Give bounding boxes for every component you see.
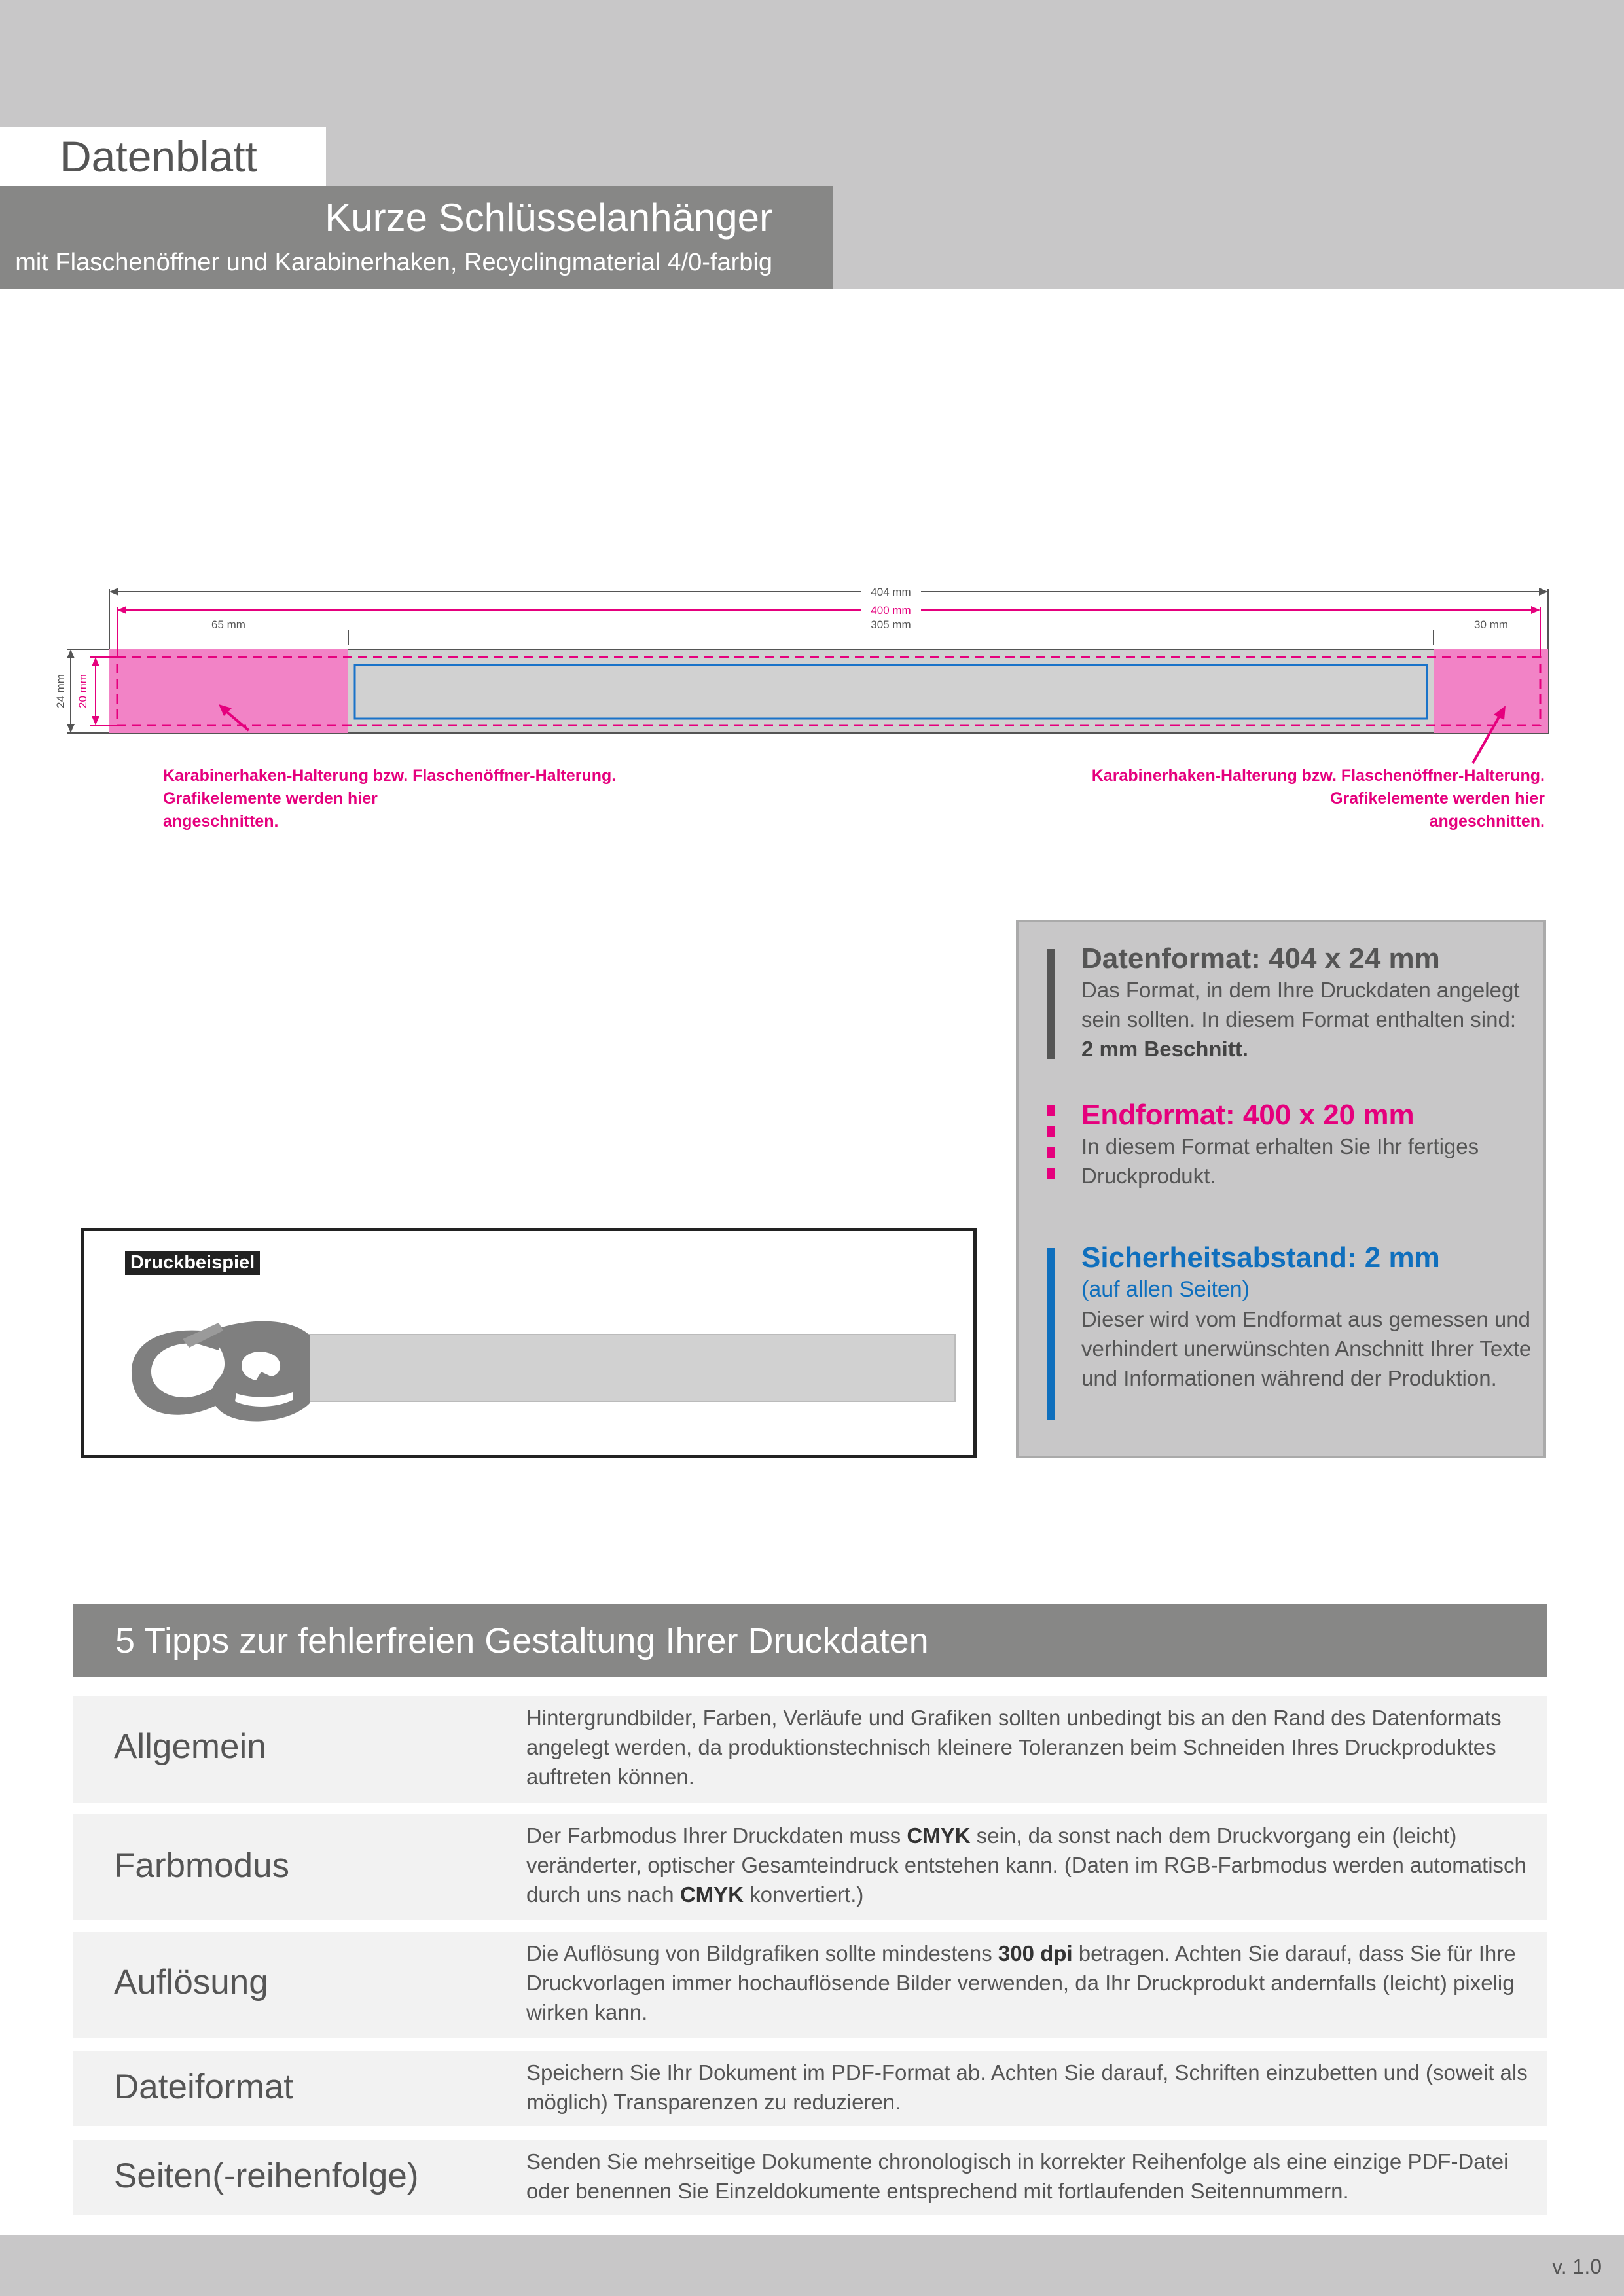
safety-margin-sub: (auf allen Seiten) xyxy=(1081,1277,1250,1302)
data-format-title: Datenformat: 404 x 24 mm xyxy=(1081,942,1440,975)
right-cut-zone xyxy=(1434,649,1548,733)
note-left-line-3: angeschnitten. xyxy=(163,812,279,831)
format-diagram xyxy=(0,569,1624,844)
tip-text-allgemein: Hintergrundbilder, Farben, Verläufe und Grafiken sollten unbedingt bis an den Rand des Datenformats angelegt werden, da produktionstechnisch kleinere Toleranzen beim Schneiden Ihres Druckproduktes auftreten können. xyxy=(526,1706,1502,1789)
note-left-line-1: Karabinerhaken-Halterung bzw. Flaschenöffner-Halterung. xyxy=(163,766,617,785)
dim-left-zone: 65 mm xyxy=(211,619,245,631)
tip-row-seiten xyxy=(73,2140,1547,2215)
tips-header: 5 Tipps zur fehlerfreien Gestaltung Ihrer Druckdaten xyxy=(73,1604,1547,1677)
tip-row-dateiformat xyxy=(73,2051,1547,2126)
tip-text-aufloesung: Die Auflösung von Bildgrafiken sollte mindestens 300 dpi betragen. Achten Sie darauf, dass Sie für Ihre Druckvorlagen immer hochauflösende Bilder verwenden, da Ihr Druckprodukt andernfalls (leicht) pixelig wirken kann. xyxy=(526,1941,1516,2024)
page-title: Kurze Schlüsselanhänger xyxy=(325,196,772,240)
data-format-info xyxy=(1019,942,1543,1061)
safety-margin-text: Dieser wird vom Endformat aus gemessen und verhindert unerwünschten Anschnitt Ihrer Texte und Informationen während der Produktion. xyxy=(1081,1307,1532,1390)
data-format-marker xyxy=(1047,949,1055,1059)
tip-label-aufloesung: Auflösung xyxy=(114,1963,268,2001)
tip-label-seiten: Seiten(-reihenfolge) xyxy=(114,2157,419,2195)
note-right-line-3: angeschnitten. xyxy=(1429,812,1545,831)
footer xyxy=(0,2235,1624,2296)
left-cut-zone xyxy=(109,649,348,733)
end-format-title: Endformat: 400 x 20 mm xyxy=(1081,1099,1415,1131)
tip-row-aufloesung xyxy=(73,1932,1547,2038)
end-format-marker xyxy=(1047,1105,1055,1189)
safety-margin-title: Sicherheitsabstand: 2 mm xyxy=(1081,1242,1440,1274)
tip-text-dateiformat: Speichern Sie Ihr Dokument im PDF-Format ab. Achten Sie darauf, Schriften einzubetten und (soweit als möglich) Transparenzen zu reduzieren. xyxy=(526,2060,1528,2114)
note-right-line-1: Karabinerhaken-Halterung bzw. Flaschenöffner-Halterung. xyxy=(1091,766,1545,785)
safety-margin-info xyxy=(1019,1242,1543,1438)
dim-right-zone: 30 mm xyxy=(1474,619,1508,631)
tip-row-farbmodus xyxy=(73,1814,1547,1920)
tip-text-farbmodus: Der Farbmodus Ihrer Druckdaten muss CMYK sein, da sonst nach dem Druckvorgang ein (leicht) veränderter, optischer Gesamteindruck entstehen kann. (Daten im RGB-Farbmodus werden automatisch durch uns nach CMYK konvertiert.) xyxy=(526,1823,1526,1907)
format-info-box xyxy=(1016,920,1546,1458)
dim-final-height: 20 mm xyxy=(77,674,89,708)
end-format-text: In diesem Format erhalten Sie Ihr fertiges Druckprodukt. xyxy=(1081,1134,1479,1188)
doc-label: Datenblatt xyxy=(0,127,326,186)
dim-center-zone: 305 mm xyxy=(871,619,911,631)
tip-label-dateiformat: Dateiformat xyxy=(114,2068,293,2106)
print-example-box xyxy=(81,1228,977,1458)
end-format-info xyxy=(1019,1099,1543,1197)
print-example-label: Druckbeispiel xyxy=(125,1251,260,1275)
dim-final-width: 400 mm xyxy=(871,604,911,617)
title-bar xyxy=(0,186,833,289)
tip-row-allgemein xyxy=(73,1696,1547,1803)
data-format-bleed: 2 mm Beschnitt. xyxy=(1081,1037,1248,1061)
tip-text-seiten: Senden Sie mehrseitige Dokumente chronologisch in korrekter Reihenfolge als eine einzige PDF-Datei oder benennen Sie Einzeldokumente entsprechend mit fortlaufenden Seitennummern. xyxy=(526,2149,1509,2203)
dim-total-height: 24 mm xyxy=(54,674,67,708)
tip-label-allgemein: Allgemein xyxy=(114,1727,266,1766)
data-format-text: Das Format, in dem Ihre Druckdaten angelegt sein sollten. In diesem Format enthalten sind: xyxy=(1081,978,1520,1031)
dim-total-width: 404 mm xyxy=(871,586,911,598)
page-subtitle: mit Flaschenöffner und Karabinerhaken, Recyclingmaterial 4/0-farbig xyxy=(15,249,772,276)
strap xyxy=(300,1335,955,1401)
note-left-line-2: Grafikelemente werden hier xyxy=(163,789,378,808)
tip-label-farbmodus: Farbmodus xyxy=(114,1846,290,1885)
note-right-line-2: Grafikelemente werden hier xyxy=(1330,789,1545,808)
version-label: v. 1.0 xyxy=(1552,2255,1602,2278)
safety-margin-marker xyxy=(1047,1248,1055,1420)
